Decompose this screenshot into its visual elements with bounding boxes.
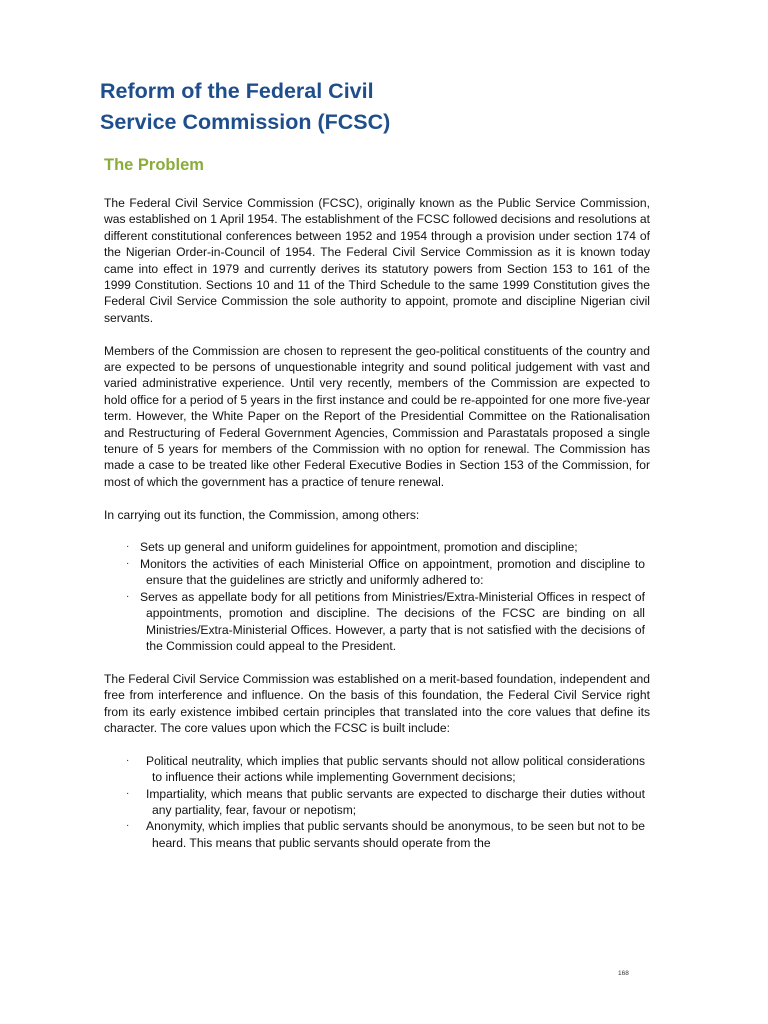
paragraph-history: The Federal Civil Service Commission (FCSC), originally known as the Public Service Commission, was established on 1 April 1954. The establishment of the FCSC followed decisions and resolutions at different constitutional conferences between 1952 and 1954 through a provision under section 174 of the Nigerian Order-in-Council of 1954. The Federal Civil Service Commission as it is known today came into effect in 1979 and currently derives its statutory powers from Section 153 to 161 of the 1999 Constitution. Sections 10 and 11 of the Third Schedule to the same 1999 Constitution gives the Federal Civil Service Commission the sole authority to appoint, promote and discipline Nigerian civil servants.	[104, 196, 650, 325]
title-line-1: Reform of the Federal Civil	[100, 79, 374, 103]
functions-list	[104, 539, 650, 654]
list-item: · Monitors the activities of each Ministerial Office on appointment, promotion and discipline to ensure that the guidelines are strictly and uniformly adhered to:	[126, 556, 645, 588]
paragraph-core-values-intro: The Federal Civil Service Commission was established on a merit-based foundation, independent and free from interference and influence. On the basis of this foundation, the Federal Civil Service right from its early existence imbibed certain principles that translated into the core values that define its character. The core values upon which the FCSC is built include:	[104, 671, 650, 735]
list-item: · Political neutrality, which implies that public servants should not allow political considerations to influence their actions while implementing Government decisions;	[126, 753, 645, 785]
bullet-icon: ·	[126, 541, 130, 553]
paragraph-functions-intro: In carrying out its function, the Commission, among others:	[104, 507, 420, 522]
title-line-2: Service Commission (FCSC)	[100, 110, 391, 134]
list-item: · Serves as appellate body for all petitions from Ministries/Extra-Ministerial Offices in respect of appointments, promotion and discipline. The decisions of the FCSC are binding on all Ministries/Extra-Ministerial Offices. However, a party that is not satisfied with the decisions of the Commission could appeal to the President.	[126, 589, 645, 653]
list-item: · Anonymity, which implies that public servants should be anonymous, to be seen but not to be heard. This means that public servants should operate from the	[126, 819, 645, 850]
section-heading: The Problem	[104, 156, 204, 174]
bullet-icon: ·	[126, 590, 130, 602]
paragraph-members: Members of the Commission are chosen to represent the geo-political constituents of the country and are expected to be persons of unquestionable integrity and sound political judgement with vast and varied administrative experience. Until very recently, members of the Commission are expected to hold office for a period of 5 years in the first instance and could be re-appointed for one more five-year term. However, the White Paper on the Report of the Presidential Committee on the Rationalisation and Restructuring of Federal Government Agencies, Commission and Parastatals proposed a single tenure of 5 years for members of the Commission with no option for renewal. The Commission has made a case to be treated like other Federal Executive Bodies in Section 153 of the Commission, for most of which the government has a practice of tenure renewal.	[104, 343, 650, 489]
list-item: · Impartiality, which means that public servants are expected to discharge their duties without any partiality, fear, favour or nepotism;	[126, 786, 645, 817]
bullet-icon: ·	[126, 557, 130, 569]
document-title	[100, 76, 660, 138]
list-item: · Sets up general and uniform guidelines for appointment, promotion and discipline;	[126, 540, 578, 555]
body-text	[104, 195, 650, 868]
page-number: 168	[618, 970, 629, 977]
core-values-list	[104, 753, 650, 851]
bullet-icon: ·	[126, 787, 130, 799]
bullet-icon: ·	[126, 754, 130, 766]
bullet-icon: ·	[126, 820, 130, 832]
